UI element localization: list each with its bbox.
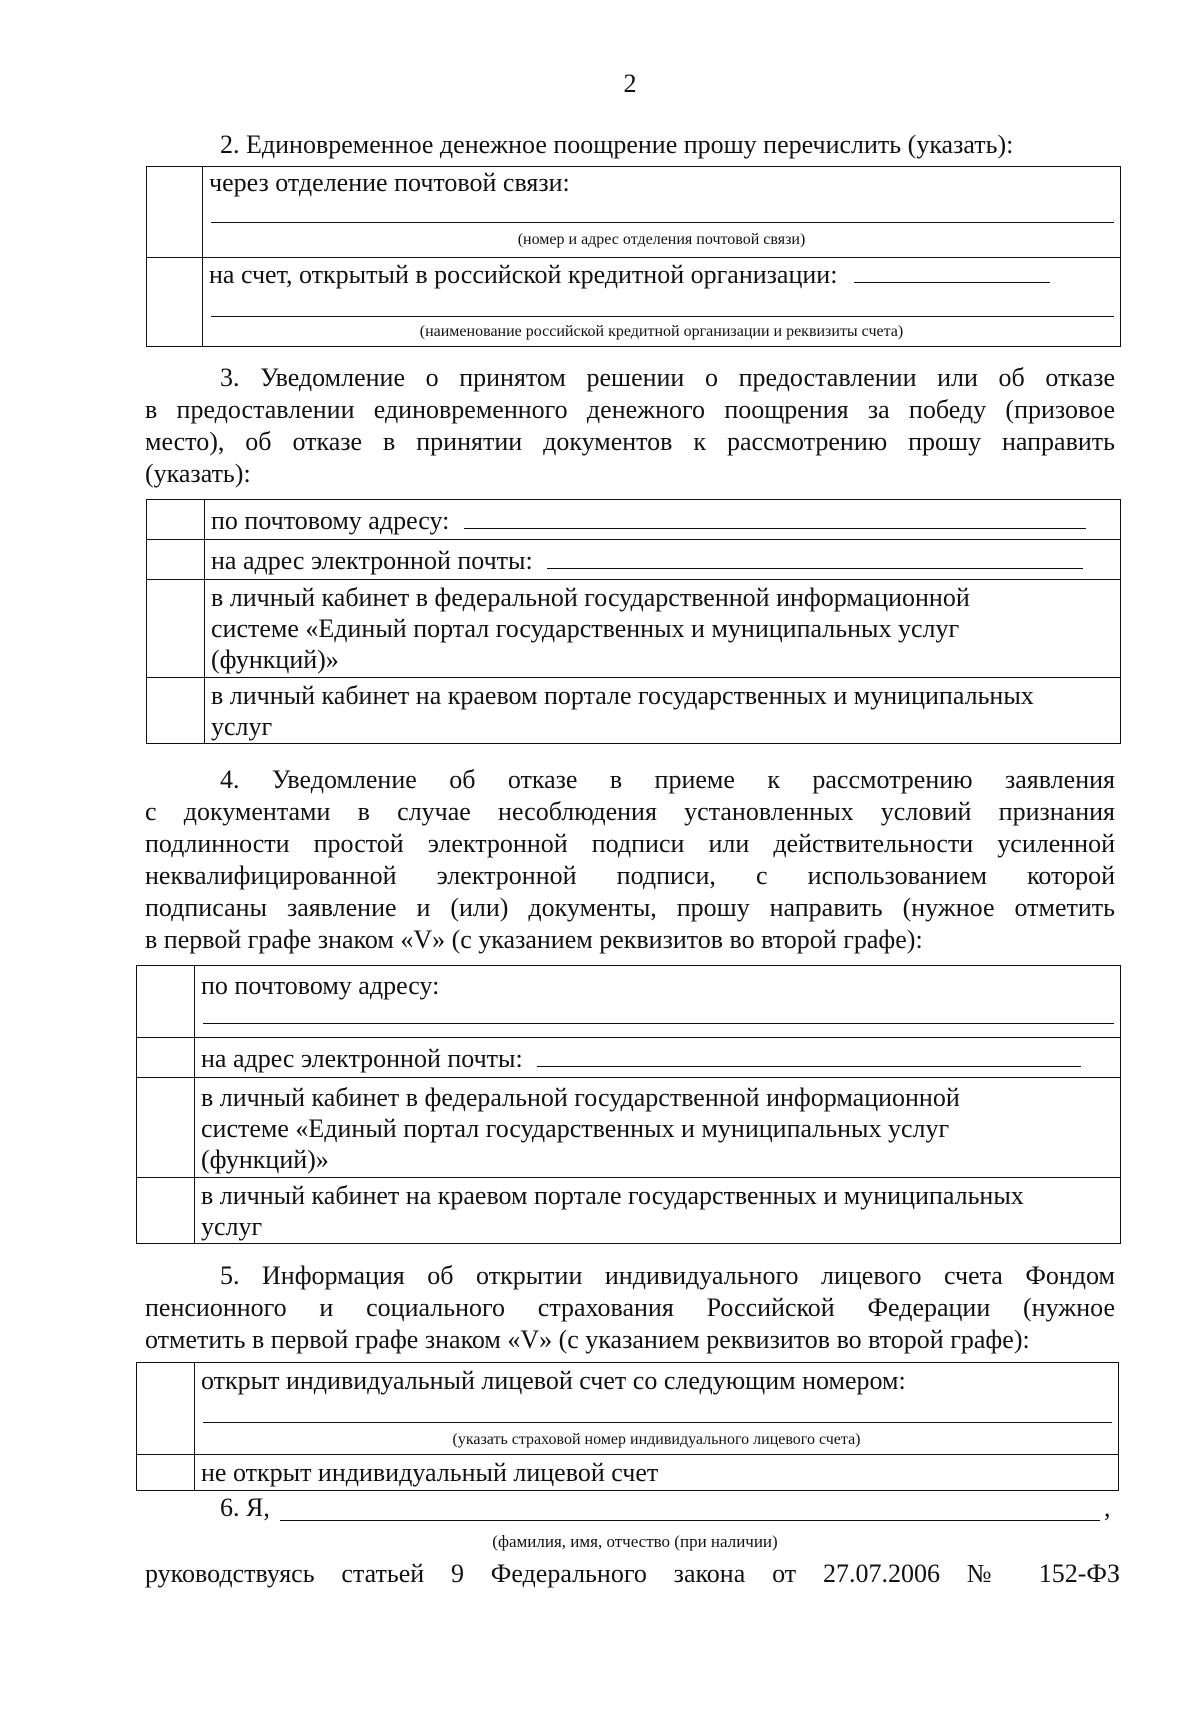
- field-caption: (номер и адрес отделения почтовой связи): [517, 231, 806, 248]
- table-row: [137, 1038, 1121, 1078]
- paragraph-line: 5. Информация об открытии индивидуального лицевого счета Фондом: [220, 1261, 1115, 1290]
- paragraph-line: 3. Уведомление о принятом решении о предоставлении или об отказе: [220, 363, 1115, 392]
- checkbox-cell-regional-portal[interactable]: [147, 678, 205, 744]
- table-row: [147, 678, 1121, 744]
- paragraph-line: неквалифицированной электронной подписи, с использованием которой: [145, 861, 1115, 890]
- checkbox-cell-gosuslugi[interactable]: [147, 580, 205, 678]
- postal-address-input-line[interactable]: [203, 1003, 1114, 1024]
- full-name-caption: (фамилия, имя, отчество (при наличии): [492, 1532, 778, 1551]
- paragraph-line: (указать):: [145, 459, 251, 488]
- option-label: системе «Единый портал государственных и муниципальных услуг: [201, 1114, 950, 1143]
- section6-continuation: [145, 1558, 1120, 1590]
- option-label: (функций)»: [201, 1145, 329, 1174]
- option-label: в личный кабинет в федеральной государственной информационной: [211, 583, 970, 612]
- checkbox-cell-bank-account[interactable]: [147, 258, 203, 347]
- option-gosuslugi: [205, 580, 1121, 678]
- post-office-input-line[interactable]: [211, 202, 1114, 223]
- checkbox-cell-postal-address[interactable]: [137, 966, 195, 1038]
- paragraph-line: с документами в случае несоблюдения установленных условий признания: [145, 797, 1115, 826]
- option-email: [195, 1038, 1121, 1078]
- option-label: на адрес электронной почты:: [201, 1044, 523, 1073]
- paragraph-line: пенсионного и социального страхования Российской Федерации (нужное: [145, 1293, 1115, 1322]
- section2-table: [146, 166, 1121, 347]
- option-label: (функций)»: [211, 645, 339, 674]
- section5-table: [136, 1362, 1119, 1491]
- option-label: по почтовому адресу:: [211, 506, 450, 535]
- option-regional-portal: [195, 1178, 1121, 1244]
- paragraph-line: в предоставлении единовременного денежного поощрения за победу (призовое: [145, 395, 1115, 424]
- email-input-line[interactable]: [537, 1042, 1081, 1067]
- email-input-line[interactable]: [547, 544, 1083, 569]
- paragraph-line: подлинности простой электронной подписи или действительности усиленной: [145, 829, 1115, 858]
- option-postal-address: [195, 966, 1121, 1038]
- option-label: услуг: [201, 1212, 263, 1241]
- option-label: в личный кабинет на краевом портале государственных и муниципальных: [201, 1181, 1024, 1210]
- paragraph-line: отметить в первой графе знаком «V» (с указанием реквизитов во второй графе):: [145, 1325, 1030, 1354]
- table-row: [147, 167, 1121, 258]
- paragraph-line: подписаны заявление и (или) документы, прошу направить (нужное отметить: [145, 893, 1115, 922]
- account-number-input-line[interactable]: [203, 1402, 1112, 1423]
- checkbox-cell-account-opened[interactable]: [137, 1363, 195, 1455]
- checkbox-cell-email[interactable]: [147, 540, 205, 580]
- table-row: [147, 580, 1121, 678]
- section6-line: [220, 1492, 1120, 1524]
- paragraph-line: в первой графе знаком «V» (с указанием реквизитов во второй графе):: [145, 925, 923, 954]
- section3-paragraph: [145, 362, 1115, 490]
- section3-table: [146, 499, 1121, 744]
- full-name-input-line[interactable]: [280, 1498, 1100, 1521]
- section6-suffix: ,: [1104, 1493, 1111, 1522]
- option-label: в личный кабинет в федеральной государственной информационной: [201, 1083, 960, 1112]
- field-caption: (наименование российской кредитной организации и реквизиты счета): [419, 323, 904, 340]
- table-row: [137, 1178, 1121, 1244]
- option-label: в личный кабинет на краевом портале государственных и муниципальных: [211, 681, 1034, 710]
- option-email: [205, 540, 1121, 580]
- paragraph-line: место), об отказе в принятии документов к рассмотрению прошу направить: [145, 427, 1115, 456]
- postal-address-input-line[interactable]: [464, 504, 1086, 529]
- option-label: по почтовому адресу:: [201, 971, 440, 1000]
- checkbox-cell-account-not-opened[interactable]: [137, 1455, 195, 1491]
- option-label: услуг: [211, 712, 273, 741]
- section6-prefix: 6. Я,: [220, 1493, 270, 1522]
- table-row: [137, 1078, 1121, 1178]
- option-label: через отделение почтовой связи:: [209, 168, 570, 197]
- paragraph-line: руководствуясь статьей 9 Федерального закона от 27.07.2006 № 152-ФЗ: [145, 1559, 1120, 1588]
- table-row: [147, 540, 1121, 580]
- option-label: на счет, открытый в российской кредитной организации:: [209, 260, 838, 289]
- bank-account-input-line[interactable]: [854, 258, 1050, 283]
- option-bank-account: [203, 258, 1121, 347]
- option-postal-address: [205, 500, 1121, 540]
- section4-table: [136, 965, 1121, 1244]
- paragraph-line: 4. Уведомление об отказе в приеме к рассмотрению заявления: [220, 765, 1115, 794]
- table-row: [137, 966, 1121, 1038]
- bank-details-input-line[interactable]: [211, 296, 1114, 317]
- checkbox-cell-gosuslugi[interactable]: [137, 1078, 195, 1178]
- section5-paragraph: [145, 1260, 1115, 1356]
- table-row: [137, 1363, 1119, 1455]
- option-label: открыт индивидуальный лицевой счет со следующим номером:: [201, 1366, 906, 1395]
- checkbox-cell-regional-portal[interactable]: [137, 1178, 195, 1244]
- checkbox-cell-post-office[interactable]: [147, 167, 203, 258]
- checkbox-cell-email[interactable]: [137, 1038, 195, 1078]
- option-label: не открыт индивидуальный лицевой счет: [201, 1458, 659, 1487]
- option-label: системе «Единый портал государственных и муниципальных услуг: [211, 614, 960, 643]
- table-row: [147, 258, 1121, 347]
- option-label: на адрес электронной почты:: [211, 546, 533, 575]
- field-caption: (указать страховой номер индивидуального лицевого счета): [452, 1431, 861, 1448]
- table-row: [137, 1455, 1119, 1491]
- section4-paragraph: [145, 764, 1115, 956]
- option-post-office: [203, 167, 1121, 258]
- option-gosuslugi: [195, 1078, 1121, 1178]
- option-regional-portal: [205, 678, 1121, 744]
- option-account-not-opened: [195, 1455, 1119, 1491]
- table-row: [147, 500, 1121, 540]
- option-account-opened: [195, 1363, 1119, 1455]
- page-number: 2: [623, 69, 637, 98]
- checkbox-cell-postal-address[interactable]: [147, 500, 205, 540]
- section2-heading: 2. Единовременное денежное поощрение прошу перечислить (указать):: [220, 130, 1014, 159]
